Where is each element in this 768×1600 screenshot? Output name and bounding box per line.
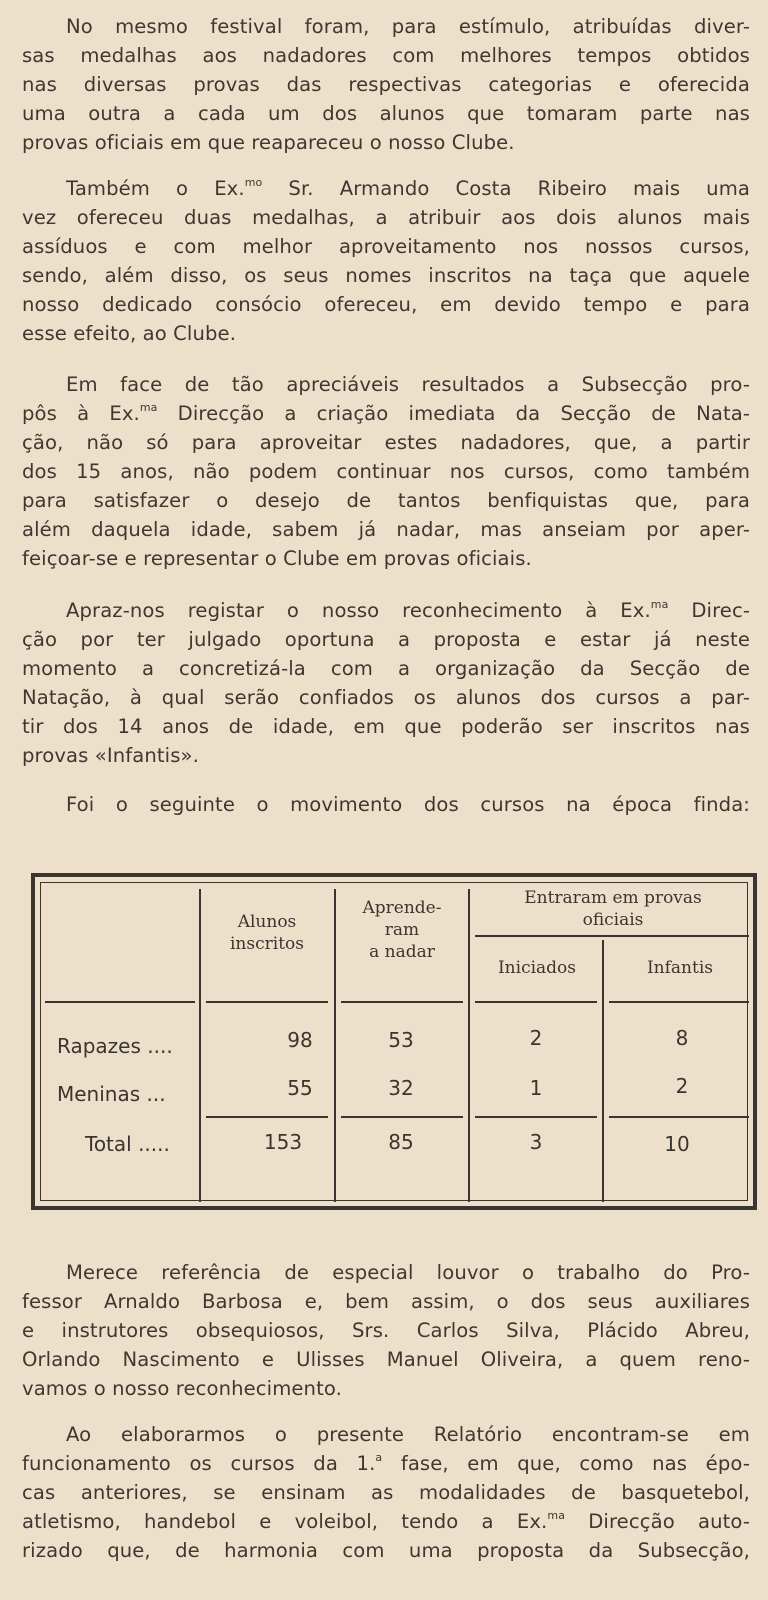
text-line: Também o Ex.$^{mo}$ Sr. Armando Costa Ribeiro mais uma <box>66 176 750 200</box>
column-divider <box>199 889 201 1202</box>
cell-infantis: 10 <box>664 1132 690 1156</box>
header-group-provas-oficiais: Entraram em provas oficiais <box>524 888 702 930</box>
total-rule <box>206 1116 328 1118</box>
text-line: cas anteriores, se ensinam as modalidades de basquetebol, <box>22 1481 750 1504</box>
group-header-rule <box>475 935 749 937</box>
text-line: provas «Infantis». <box>22 744 199 767</box>
header-infantis: Infantis <box>646 958 714 978</box>
cell-iniciados: 3 <box>529 1130 543 1154</box>
text-line: vamos o nosso reconhecimento. <box>22 1377 342 1400</box>
text-line: funcionamento os cursos da 1.$^a$ fase, em que, como nas épo- <box>22 1451 750 1475</box>
text-line: Apraz-nos registar o nosso reconhecimento à Ex.$^{ma}$ Direc- <box>66 598 751 622</box>
text-line: e instrutores obsequiosos, Srs. Carlos Silva, Plácido Abreu, <box>22 1319 750 1342</box>
paragraph-movimento-cursos <box>0 790 768 819</box>
text-line: nosso dedicado consócio ofereceu, em devido tempo e para <box>22 293 750 316</box>
text-line: Orlando Nascimento e Ulisses Manuel Oliveira, a quem reno- <box>22 1348 750 1371</box>
text-line: pôs à Ex.$^{ma}$ Direcção a criação imediata da Secção de Nata- <box>22 401 751 425</box>
text-line: tir dos 14 anos de idade, em que poderão ser inscritos nas <box>22 715 750 738</box>
total-rule <box>341 1116 463 1118</box>
text-line: Foi o seguinte o movimento dos cursos na época finda: <box>66 793 750 816</box>
text-line: ção por ter julgado oportuna a proposta e estar já neste <box>22 628 750 651</box>
text-line: Merece referência de especial louvor o trabalho do Pro- <box>66 1261 750 1284</box>
cell-inscritos: 153 <box>263 1130 303 1154</box>
text-line: uma outra a cada um dos alunos que tomaram parte nas <box>22 102 750 125</box>
total-rule <box>475 1116 597 1118</box>
cell-aprenderam: 85 <box>388 1130 414 1154</box>
text-line: esse efeito, ao Clube. <box>22 322 237 345</box>
text-line: dos 15 anos, não podem continuar nos cursos, como também <box>22 460 750 483</box>
courses-table <box>31 873 757 1210</box>
header-rule <box>609 1001 749 1003</box>
header-rule <box>206 1001 328 1003</box>
paragraph-louvor <box>0 1258 768 1403</box>
total-rule <box>609 1116 749 1118</box>
row-label: Rapazes .... <box>57 1034 173 1058</box>
header-iniciados: Iniciados <box>497 958 577 978</box>
header-aprenderam: Aprende- ram a nadar <box>362 898 442 962</box>
text-line: fessor Arnaldo Barbosa e, bem assim, o dos seus auxiliares <box>22 1290 750 1313</box>
text-line: vez ofereceu duas medalhas, a atribuir aos dois alunos mais <box>22 206 750 229</box>
cell-iniciados: 2 <box>529 1026 543 1050</box>
cell-aprenderam: 32 <box>388 1076 414 1100</box>
text-line: momento a concretizá-la com a organização da Secção de <box>22 657 750 680</box>
paragraph-armando-costa-ribeiro <box>0 174 768 348</box>
cell-inscritos: 55 <box>287 1076 313 1100</box>
text-line: provas oficiais em que reapareceu o nosso Clube. <box>22 131 515 154</box>
text-line: Ao elaborarmos o presente Relatório encontram-se em <box>66 1423 750 1446</box>
header-rule <box>475 1001 597 1003</box>
column-divider <box>468 889 470 1202</box>
paragraph-reconhecimento <box>0 596 768 770</box>
text-line: assíduos e com melhor aproveitamento nos nossos cursos, <box>22 235 750 258</box>
text-line: ção, não só para aproveitar estes nadadores, que, a partir <box>22 431 750 454</box>
cell-aprenderam: 53 <box>388 1028 414 1052</box>
paragraph-seccao-natacao <box>0 370 768 573</box>
cell-iniciados: 1 <box>529 1076 543 1100</box>
header-rule <box>45 1001 195 1003</box>
text-line: nas diversas provas das respectivas categorias e oferecida <box>22 73 750 96</box>
text-line: rizado que, de harmonia com uma proposta da Subsecção, <box>22 1539 750 1562</box>
text-line: para satisfazer o desejo de tantos benfiquistas que, para <box>22 489 750 512</box>
text-line: No mesmo festival foram, para estímulo, atribuídas diver- <box>66 15 750 38</box>
text-line: feiçoar-se e representar o Clube em provas oficiais. <box>22 547 532 570</box>
paragraph-medalhas <box>0 12 768 157</box>
header-alunos-inscritos: Alunos inscritos <box>230 912 304 954</box>
text-line: Natação, à qual serão confiados os alunos dos cursos a par- <box>22 686 750 709</box>
cell-infantis: 2 <box>675 1074 689 1098</box>
text-line: Em face de tão apreciáveis resultados a Subsecção pro- <box>66 373 750 396</box>
header-rule <box>341 1001 463 1003</box>
text-line: sas medalhas aos nadadores com melhores tempos obtidos <box>22 44 750 67</box>
text-line: além daquela idade, sabem já nadar, mas anseiam por aper- <box>22 518 750 541</box>
cell-inscritos: 98 <box>287 1028 313 1052</box>
text-line: sendo, além disso, os seus nomes inscritos na taça que aquele <box>22 264 750 287</box>
column-divider <box>602 940 604 1202</box>
row-label: Meninas ... <box>57 1082 166 1106</box>
text-line: atletismo, handebol e voleibol, tendo a Ex.$^{ma}$ Direcção auto- <box>22 1509 750 1533</box>
row-label: Total ..... <box>85 1132 170 1156</box>
cell-infantis: 8 <box>675 1026 689 1050</box>
paragraph-relatorio <box>0 1420 768 1565</box>
